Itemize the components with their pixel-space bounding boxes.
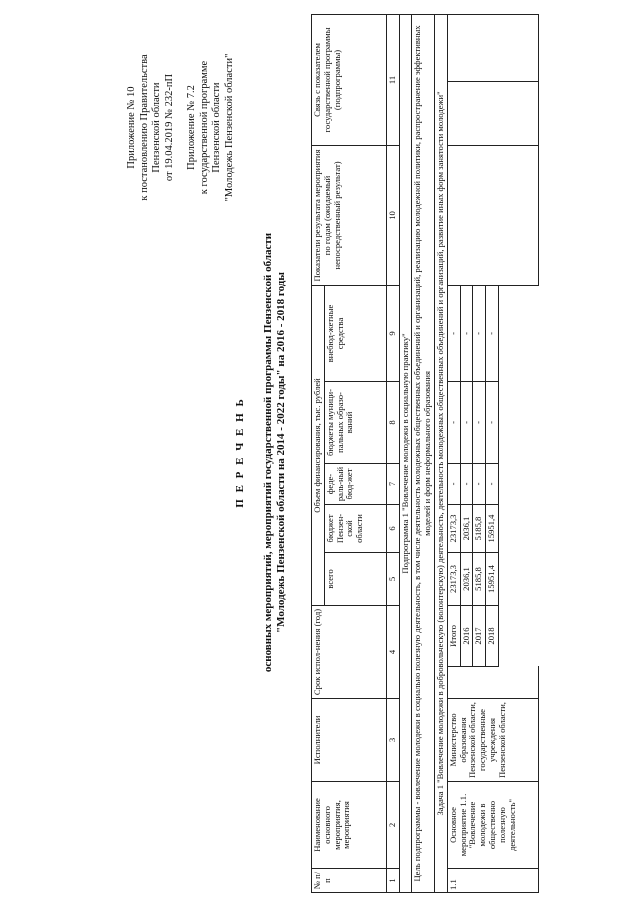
annex-line: Приложение № 10 [126, 86, 137, 169]
header-indicators: Показатели результата мероприятия по годам (ожидаемый непосредственный результат) [312, 145, 387, 285]
row-municipal: - [460, 381, 473, 463]
header-total: всего [324, 552, 386, 605]
col-number: 7 [386, 463, 399, 504]
header-name: Наименование основного мероприятия, мероприятия [312, 782, 387, 869]
row-municipal: - [473, 381, 486, 463]
col-number: 1 [386, 869, 399, 893]
header-executor: Исполнители [312, 699, 387, 782]
row-offbudget: - [473, 285, 486, 381]
row-federal: - [473, 463, 486, 504]
row-term: 2016 [460, 605, 473, 666]
task-row: Задача 1 "Вовлечение молодежи в добровольческую (волонтерскую) деятельность, деятельность молодежных общественных объединений и организаций, развитие иных форм занятости молодежи" [434, 14, 447, 892]
col-number: 2 [386, 782, 399, 869]
row-total: 15951,4 [486, 552, 499, 605]
header-term: Срок испол-нения (год) [312, 605, 387, 698]
document-heading: П Е Р Е Ч Е Н Ь [234, 397, 246, 508]
header-offbudget: внебюд-жетные средства [324, 285, 386, 381]
col-number: 11 [386, 14, 399, 145]
row-regional: 2036,1 [460, 504, 473, 552]
header-regional: бюджет Пензен-ской области [324, 504, 386, 552]
annex-line: "Молодежь Пензенской области" [223, 53, 235, 202]
row-executor: Министерство образования Пензенской области, государственные учреждения Пензенской области, [447, 699, 538, 782]
row-term: 2017 [473, 605, 486, 666]
header-funding: Объем финансирования, тыс. рублей [312, 285, 325, 605]
col-number: 5 [386, 552, 399, 605]
row-regional: 15951,4 [486, 504, 499, 552]
goal-row: Цель подпрограммы - вовлечение молодежи в социально полезную деятельность, в том числе деятельность молодежных общественных объединений и организаций, реализацию молодежной политики, распространение эффективных моделей и форм неформального образования [412, 14, 435, 892]
row-offbudget: - [447, 285, 460, 381]
row-regional: 23173,3 [447, 504, 460, 552]
row-term: 2018 [486, 605, 499, 666]
row-total: 2036,1 [460, 552, 473, 605]
subprogram-row: Подпрограмма 1 "Вовлечение молодежи в социальную практику" [399, 14, 412, 892]
program-table [311, 14, 539, 893]
document-title-line: "Молодежь Пензенской области на 2014 - 2022 годы" на 2016 - 2018 годы [275, 272, 287, 633]
annex-line: Приложение № 7.2 [186, 85, 197, 170]
row-municipal: - [486, 381, 499, 463]
annex-line: Пензенской области [211, 82, 222, 173]
annex-line: к государственной программе [198, 60, 210, 195]
col-number: 8 [386, 381, 399, 463]
header-federal: феде-раль-ный бюд-жет [324, 463, 386, 504]
header-municipal: бюджеты муници-пальных образо-ваний [324, 381, 386, 463]
row-regional: 5185,8 [473, 504, 486, 552]
row-federal: - [447, 463, 460, 504]
row-total: 5185,8 [473, 552, 486, 605]
row-offbudget: - [486, 285, 499, 381]
table-row [447, 14, 460, 892]
header-num: № п/п [312, 869, 387, 893]
annex-block [126, 20, 236, 235]
document-title-line: основных мероприятий, мероприятий государственной программы Пензенской области [262, 232, 274, 673]
row-total: 23173,3 [447, 552, 460, 605]
col-number: 9 [386, 285, 399, 381]
col-number: 10 [386, 145, 399, 285]
header-link: Связь с показателем государственной программы (подпрограммы) [312, 14, 387, 145]
annex-line: к постановлению Правительства [138, 54, 150, 201]
annex-line: от 19.04.2019 № 232-пП [163, 73, 175, 182]
row-municipal: - [447, 381, 460, 463]
row-federal: - [486, 463, 499, 504]
col-number: 6 [386, 504, 399, 552]
row-name: Основное мероприятие 1.1. "Вовлечение молодежи в общественно полезную деятельность" [447, 782, 538, 869]
row-offbudget: - [460, 285, 473, 381]
row-federal: - [460, 463, 473, 504]
col-number: 4 [386, 605, 399, 698]
row-num: 1.1 [447, 869, 538, 893]
row-term: Итого [447, 605, 460, 666]
annex-line: Пензенской области [151, 82, 162, 173]
col-number: 3 [386, 699, 399, 782]
